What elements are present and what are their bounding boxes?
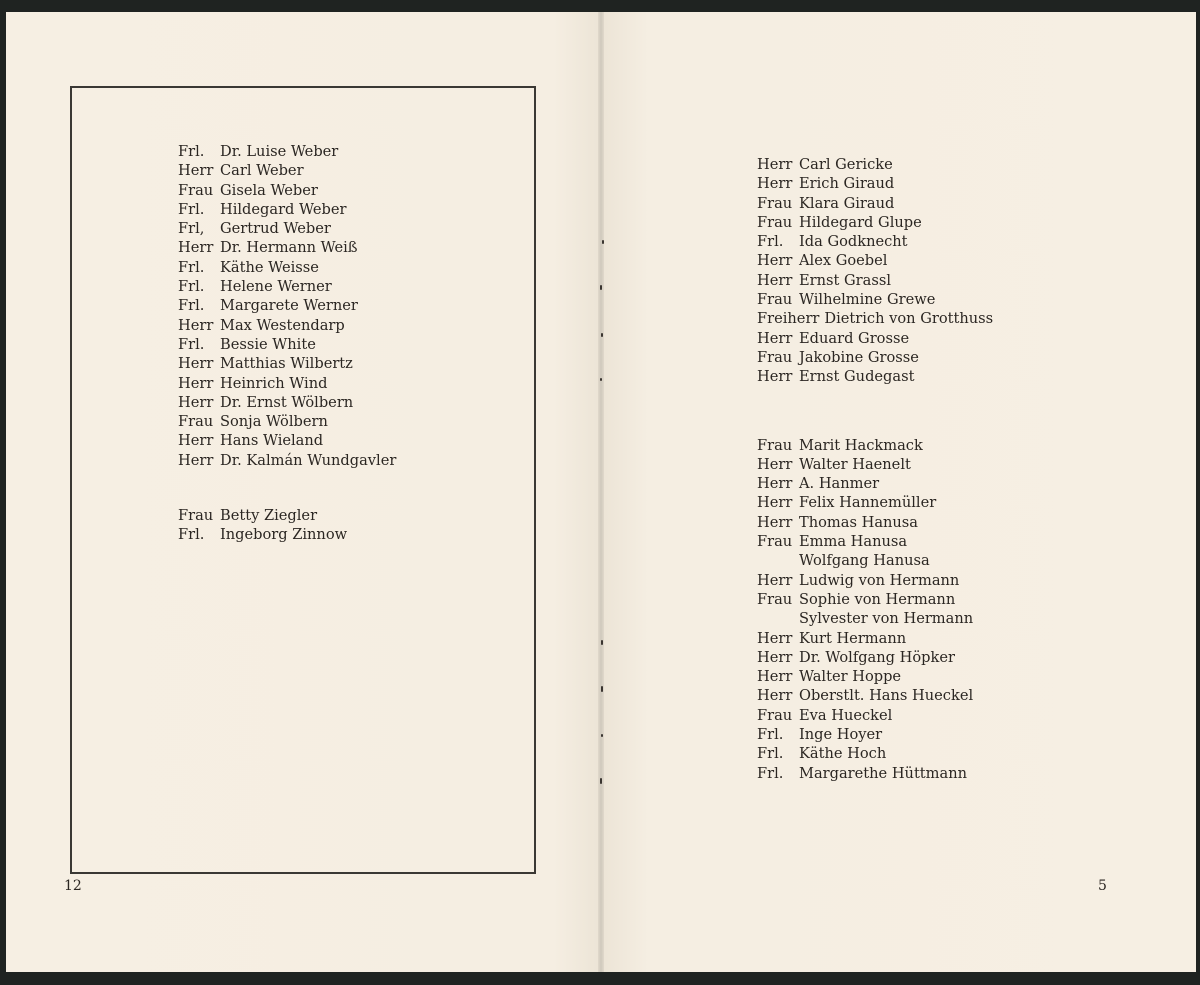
- name-title: Herr: [178, 451, 214, 469]
- list-item: [757, 571, 993, 590]
- list-item: [757, 493, 993, 512]
- person-name: Helene Werner: [220, 278, 332, 296]
- person-name: Carl Weber: [220, 162, 304, 180]
- person-name: Margarete Werner: [220, 297, 358, 315]
- list-item: [757, 706, 993, 725]
- list-item: [178, 277, 396, 296]
- binding-mark: [601, 734, 603, 737]
- name-title: Herr: [178, 316, 214, 334]
- list-item: [178, 393, 396, 412]
- name-title: Herr: [757, 368, 793, 386]
- list-item: [757, 551, 993, 570]
- person-name: Hans Wieland: [220, 432, 324, 450]
- list-item: [178, 431, 396, 450]
- name-title: Frau: [757, 706, 793, 724]
- list-item: [757, 290, 993, 309]
- list-item: [757, 590, 993, 609]
- list-item: [757, 667, 993, 686]
- person-name: Kurt Hermann: [799, 629, 907, 647]
- person-name: Wolfgang Hanusa: [799, 552, 930, 570]
- person-name: Dietrich von Grotthuss: [824, 310, 994, 328]
- name-title: Frau: [757, 348, 793, 366]
- left-name-group-w: [178, 142, 396, 470]
- name-title: Herr: [757, 629, 793, 647]
- person-name: Dr. Luise Weber: [220, 143, 339, 160]
- name-title: Herr: [757, 156, 793, 173]
- binding-mark: [601, 640, 603, 645]
- name-title: Herr: [757, 494, 793, 512]
- person-name: Walter Hoppe: [799, 668, 902, 686]
- name-title: [757, 609, 799, 628]
- name-title: Frau: [757, 291, 793, 309]
- name-title: Herr: [757, 252, 793, 270]
- person-name: Ernst Grassl: [799, 271, 892, 289]
- list-item: [178, 181, 396, 200]
- right-name-group-h: [757, 436, 993, 783]
- person-name: Klara Giraud: [799, 194, 895, 212]
- person-name: Marit Hackmack: [799, 436, 923, 454]
- name-title: Frl.: [757, 233, 784, 251]
- list-item: [757, 513, 993, 532]
- name-title: [757, 551, 799, 570]
- list-item: [757, 725, 993, 744]
- list-item: [757, 455, 993, 474]
- person-name: Ernst Gudegast: [799, 368, 915, 386]
- person-name: Dr. Hermann Weiß: [220, 239, 358, 257]
- list-item: [757, 474, 993, 493]
- person-name: Emma Hanusa: [799, 533, 908, 551]
- name-title: Freiherr: [757, 310, 820, 328]
- person-name: Betty Ziegler: [220, 507, 318, 525]
- person-name: Ludwig von Hermann: [799, 571, 960, 589]
- group-spacer: [757, 387, 993, 436]
- list-item: [178, 142, 396, 161]
- person-name: Dr. Kalmán Wundgavler: [220, 451, 397, 469]
- list-item: [757, 764, 993, 783]
- list-item: [757, 348, 993, 367]
- list-item: [757, 232, 993, 251]
- name-title: Herr: [757, 648, 793, 666]
- list-item: [178, 374, 396, 393]
- list-item: [178, 316, 396, 335]
- person-name: Sophie von Hermann: [799, 590, 956, 608]
- binding-mark: [600, 285, 602, 290]
- person-name: Thomas Hanusa: [799, 513, 919, 531]
- binding-mark: [600, 378, 602, 381]
- name-title: Herr: [178, 393, 214, 411]
- list-item: [178, 296, 396, 315]
- name-title: Herr: [757, 455, 793, 473]
- name-title: Frl.: [757, 745, 784, 763]
- name-title: Frau: [757, 194, 793, 212]
- right-name-list: [757, 155, 993, 783]
- binding-mark: [600, 778, 602, 784]
- name-title: Frau: [757, 533, 793, 551]
- list-item: [757, 309, 993, 328]
- list-item: [757, 609, 993, 628]
- name-title: Frau: [757, 436, 793, 454]
- list-item: [757, 271, 993, 290]
- name-title: Herr: [757, 668, 793, 686]
- person-name: Bessie White: [220, 335, 316, 353]
- name-title: Herr: [757, 329, 793, 347]
- list-item: [178, 451, 396, 470]
- binding-mark: [602, 240, 604, 244]
- person-name: A. Hanmer: [799, 475, 880, 493]
- name-title: Frl.: [178, 526, 205, 544]
- person-name: Ida Godknecht: [799, 233, 908, 251]
- person-name: Sonja Wölbern: [220, 413, 328, 431]
- person-name: Sylvester von Hermann: [799, 610, 974, 628]
- binding-mark: [601, 686, 603, 692]
- list-item: [178, 354, 396, 373]
- name-title: Frl.: [757, 764, 784, 782]
- person-name: Alex Goebel: [799, 252, 888, 270]
- list-item: [178, 200, 396, 219]
- center-fold: [598, 12, 604, 972]
- person-name: Felix Hannemüller: [799, 494, 937, 512]
- list-item: [178, 258, 396, 277]
- person-name: Carl Gericke: [799, 156, 893, 173]
- list-item: [757, 251, 993, 270]
- name-title: Frau: [178, 181, 214, 199]
- person-name: Gertrud Weber: [220, 220, 331, 238]
- list-item: [757, 329, 993, 348]
- right-name-group-g: [757, 155, 993, 387]
- name-title: Herr: [757, 513, 793, 531]
- group-spacer: [178, 470, 396, 506]
- name-title: Herr: [757, 687, 793, 705]
- name-title: Frl,: [178, 220, 205, 238]
- person-name: Matthias Wilbertz: [220, 355, 353, 373]
- name-title: Frl.: [178, 143, 205, 160]
- list-item: [757, 367, 993, 386]
- list-item: [178, 506, 396, 525]
- name-title: Frau: [178, 507, 214, 525]
- list-item: [178, 525, 396, 544]
- name-title: Herr: [757, 571, 793, 589]
- name-title: Herr: [757, 175, 793, 193]
- left-name-group-z: [178, 506, 396, 545]
- list-item: [757, 436, 993, 455]
- name-title: Herr: [178, 355, 214, 373]
- name-title: Frl.: [757, 726, 784, 744]
- list-item: [757, 686, 993, 705]
- person-name: Käthe Hoch: [799, 745, 887, 763]
- list-item: [757, 532, 993, 551]
- person-name: Wilhelmine Grewe: [799, 291, 936, 309]
- name-title: Frl.: [178, 258, 205, 276]
- name-title: Herr: [178, 374, 214, 392]
- person-name: Walter Haenelt: [799, 455, 911, 473]
- name-title: Frau: [757, 590, 793, 608]
- person-name: Erich Giraud: [799, 175, 895, 193]
- left-name-list: [178, 142, 396, 545]
- name-title: Frl.: [178, 278, 205, 296]
- name-title: Herr: [178, 162, 214, 180]
- person-name: Heinrich Wind: [220, 374, 328, 392]
- name-title: Frl.: [178, 200, 205, 218]
- name-title: Frau: [757, 213, 793, 231]
- person-name: Margarethe Hüttmann: [799, 764, 968, 782]
- list-item: [178, 219, 396, 238]
- person-name: Eva Hueckel: [799, 706, 893, 724]
- name-title: Frl.: [178, 297, 205, 315]
- list-item: [178, 335, 396, 354]
- binding-mark: [601, 333, 603, 337]
- page-number-left: 12: [64, 878, 82, 894]
- person-name: Oberstlt. Hans Hueckel: [799, 687, 974, 705]
- list-item: [757, 174, 993, 193]
- person-name: Max Westendarp: [220, 316, 345, 334]
- person-name: Eduard Grosse: [799, 329, 910, 347]
- person-name: Ingeborg Zinnow: [220, 526, 348, 544]
- name-title: Frl.: [178, 335, 205, 353]
- person-name: Dr. Wolfgang Höpker: [799, 648, 955, 666]
- person-name: Jakobine Grosse: [799, 348, 919, 366]
- list-item: [757, 194, 993, 213]
- list-item: [757, 648, 993, 667]
- list-item: [757, 744, 993, 763]
- person-name: Gisela Weber: [220, 181, 318, 199]
- list-item: [178, 161, 396, 180]
- page-number-right: 5: [1098, 878, 1107, 894]
- person-name: Hildegard Weber: [220, 200, 347, 218]
- person-name: Inge Hoyer: [799, 726, 883, 744]
- name-title: Frau: [178, 413, 214, 431]
- list-item: [757, 155, 993, 174]
- person-name: Hildegard Glupe: [799, 213, 922, 231]
- name-title: Herr: [757, 475, 793, 493]
- name-title: Herr: [178, 432, 214, 450]
- list-item: [757, 629, 993, 648]
- person-name: Dr. Ernst Wölbern: [220, 393, 354, 411]
- list-item: [757, 213, 993, 232]
- name-title: Herr: [178, 239, 214, 257]
- list-item: [178, 412, 396, 431]
- list-item: [178, 238, 396, 257]
- name-title: Herr: [757, 271, 793, 289]
- person-name: Käthe Weisse: [220, 258, 319, 276]
